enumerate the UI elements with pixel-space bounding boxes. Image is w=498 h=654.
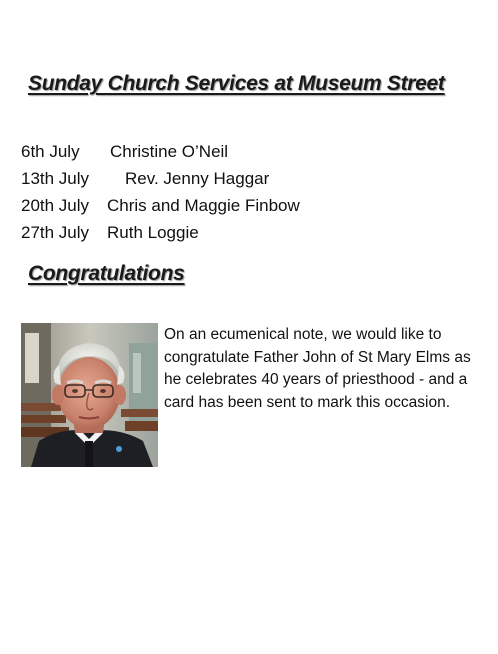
service-date: 27th July (21, 223, 90, 242)
service-leader: Christine O’Neil (110, 142, 229, 161)
service-leader: Chris and Maggie Finbow (107, 196, 300, 215)
service-row (21, 219, 300, 246)
service-row (21, 165, 300, 192)
services-heading: Sunday Church Services at Museum Street (28, 72, 445, 95)
service-row (21, 192, 300, 219)
congratulations-heading: Congratulations (28, 262, 185, 285)
service-leader: Ruth Loggie (107, 223, 199, 242)
service-leader: Rev. Jenny Haggar (125, 169, 270, 188)
service-row (21, 138, 300, 165)
service-date: 6th July (21, 142, 80, 161)
services-list (21, 138, 300, 246)
service-date: 20th July (21, 196, 90, 215)
congratulations-message: On an ecumenical note, we would like to congratulate Father John of St Mary Elms as he celebrates 40 years of priesthood - and a card has been sent to mark this occasion. (164, 326, 471, 411)
service-date: 13th July (21, 169, 90, 188)
priest-portrait-photo (21, 323, 158, 467)
